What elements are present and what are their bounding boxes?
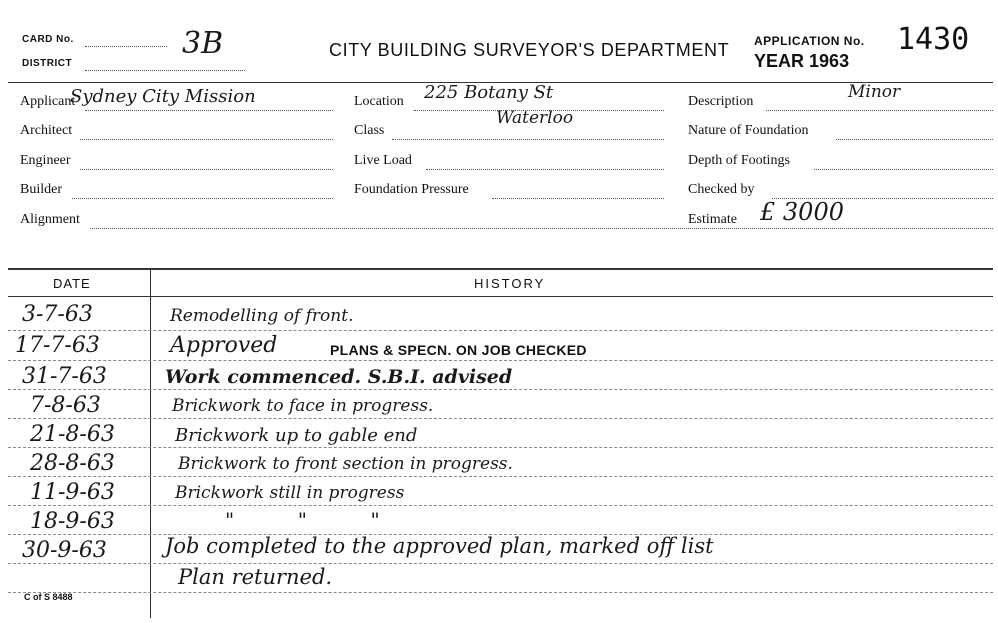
card-no-value: 3B <box>182 26 224 61</box>
row-rule <box>8 447 993 448</box>
builder-line <box>72 198 333 199</box>
description-value: Minor <box>848 82 901 102</box>
foundation-pressure-label: Foundation Pressure <box>354 182 469 197</box>
year-value: 1963 <box>809 51 850 71</box>
form-code: C of S 8488 <box>24 592 73 602</box>
history-date: 11-9-63 <box>30 480 115 505</box>
nature-of-foundation-line <box>836 139 993 140</box>
description-label: Description <box>688 94 754 109</box>
history-entry: Brickwork up to gable end <box>175 425 418 446</box>
history-entry: Remodelling of front. <box>170 306 354 326</box>
history-date: 18-9-63 <box>30 509 115 534</box>
history-entry: Brickwork still in progress <box>175 483 405 503</box>
nature-of-foundation-label: Nature of Foundation <box>688 123 809 138</box>
class-line <box>392 139 664 140</box>
card-no-line <box>85 46 167 47</box>
estimate-value: £ 3000 <box>760 198 844 226</box>
engineer-line <box>80 169 333 170</box>
row-rule <box>8 389 993 390</box>
district-line <box>85 70 245 71</box>
application-number: 1430 <box>897 22 970 57</box>
history-date: 30-9-63 <box>22 538 107 563</box>
district-label: DISTRICT <box>22 58 73 69</box>
location-label: Location <box>354 94 404 109</box>
estimate-label: Estimate <box>688 212 737 227</box>
live-load-label: Live Load <box>354 153 412 168</box>
checked-stamp: PLANS & SPECN. ON JOB CHECKED <box>330 342 587 358</box>
year-label: YEAR 1963 <box>754 51 850 71</box>
history-date: 17-7-63 <box>15 333 100 358</box>
applicant-value: Sydney City Mission <box>70 86 256 107</box>
architect-line <box>80 139 333 140</box>
card-no-label: CARD No. <box>22 34 74 45</box>
history-entry: Plan returned. <box>178 565 333 589</box>
checked-by-label: Checked by <box>688 182 755 197</box>
description-line <box>766 110 993 111</box>
row-rule <box>8 360 993 361</box>
class-label: Class <box>354 123 385 138</box>
row-rule <box>8 330 993 331</box>
history-date: 3-7-63 <box>22 302 93 327</box>
row-rule <box>8 592 993 593</box>
applicant-label: Applicant <box>20 94 76 109</box>
history-entry: Brickwork to face in progress. <box>172 396 434 416</box>
history-date: 31-7-63 <box>22 364 107 389</box>
depth-of-footings-label: Depth of Footings <box>688 153 790 168</box>
history-date: 21-8-63 <box>30 422 115 447</box>
application-label: APPLICATION No. <box>754 34 865 48</box>
row-rule <box>8 563 993 564</box>
history-entry: Approved <box>170 333 278 358</box>
alignment-label: Alignment <box>20 212 80 227</box>
location-value: 225 Botany St <box>424 82 554 103</box>
history-date: 28-8-63 <box>30 451 115 476</box>
row-rule <box>8 418 993 419</box>
alignment-line <box>90 228 993 229</box>
history-column-header: HISTORY <box>474 276 546 291</box>
history-entry: Work commenced. S.B.I. advised <box>165 366 513 388</box>
date-column-header: DATE <box>53 276 91 291</box>
row-rule <box>8 505 993 506</box>
foundation-pressure-line <box>492 198 664 199</box>
history-entry: Job completed to the approved plan, marked off list <box>165 534 714 558</box>
history-entry: " " " <box>225 508 380 532</box>
date-column-divider <box>150 268 151 618</box>
history-entry: Brickwork to front section in progress. <box>178 454 513 474</box>
live-load-line <box>426 169 664 170</box>
history-header-divider <box>8 296 993 297</box>
history-top-divider <box>8 268 993 270</box>
class-value: Waterloo <box>496 108 574 128</box>
architect-label: Architect <box>20 123 73 138</box>
engineer-label: Engineer <box>20 153 71 168</box>
department-title: CITY BUILDING SURVEYOR'S DEPARTMENT <box>329 40 730 60</box>
builder-label: Builder <box>20 182 62 197</box>
depth-of-footings-line <box>814 169 993 170</box>
row-rule <box>8 476 993 477</box>
history-date: 7-8-63 <box>30 393 101 418</box>
applicant-line <box>85 110 333 111</box>
